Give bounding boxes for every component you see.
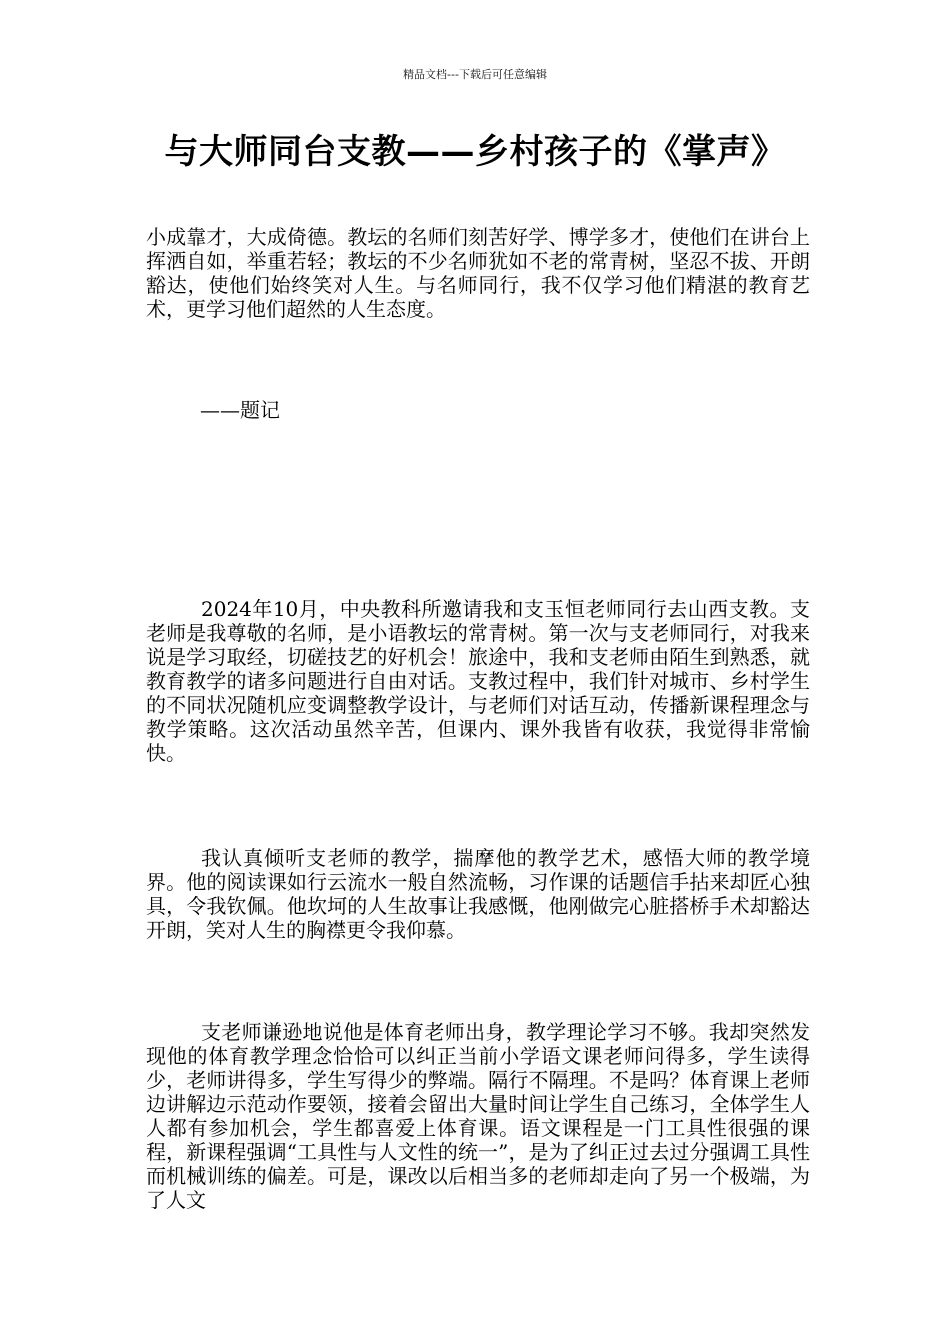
- body-paragraph: 2024年10月，中央教科所邀请我和支玉恒老师同行去山西支教。支老师是我尊敬的名师，是小语教坛的常青树。第一次与支老师同行，对我来说是学习取经，切磋技艺的好机会！旅途中，我和支老师由陌生到熟悉，就教育教学的诸多问题进行自由对话。支教过程中，我们针对城市、乡村学生的不同状况随机应变调整教学设计，与老师们对话互动，传播新课程理念与教学策略。这次活动虽然辛苦，但课内、课外我皆有收获，我觉得非常愉快。: [146, 597, 810, 765]
- epigraph-signature: ——题记: [200, 398, 280, 422]
- epigraph-paragraph: 小成靠才，大成倚德。教坛的名师们刻苦好学、博学多才，使他们在讲台上挥洒自如，举重若轻；教坛的不少名师犹如不老的常青树，坚忍不拔、开朗豁达，使他们始终笑对人生。与名师同行，我不仅学习他们精湛的教育艺术，更学习他们超然的人生态度。: [146, 225, 810, 321]
- header-note: 精品文档---下载后可任意编辑: [403, 68, 547, 81]
- body-paragraph: 我认真倾听支老师的教学，揣摩他的教学艺术，感悟大师的教学境界。他的阅读课如行云流水一般自然流畅，习作课的话题信手拈来却匠心独具，令我钦佩。他坎坷的人生故事让我感慨，他刚做完心脏搭桥手术却豁达开朗，笑对人生的胸襟更令我仰慕。: [146, 846, 810, 942]
- body-paragraph: 支老师谦逊地说他是体育老师出身，教学理论学习不够。我却突然发现他的体育教学理念恰恰可以纠正当前小学语文课老师问得多，学生读得少，老师讲得多，学生写得少的弊端。隔行不隔理。不是吗？体育课上老师边讲解边示范动作要领，接着会留出大量时间让学生自己练习，全体学生人人都有参加机会，学生都喜爱上体育课。语文课程是一门工具性很强的课程，新课程强调“工具性与人文性的统一”，是为了纠正过去过分强调工具性而机械训练的偏差。可是，课改以后相当多的老师却走向了另一个极端，为了人文: [146, 1020, 810, 1212]
- document-title: 与大师同台支教——乡村孩子的《掌声》: [164, 132, 786, 172]
